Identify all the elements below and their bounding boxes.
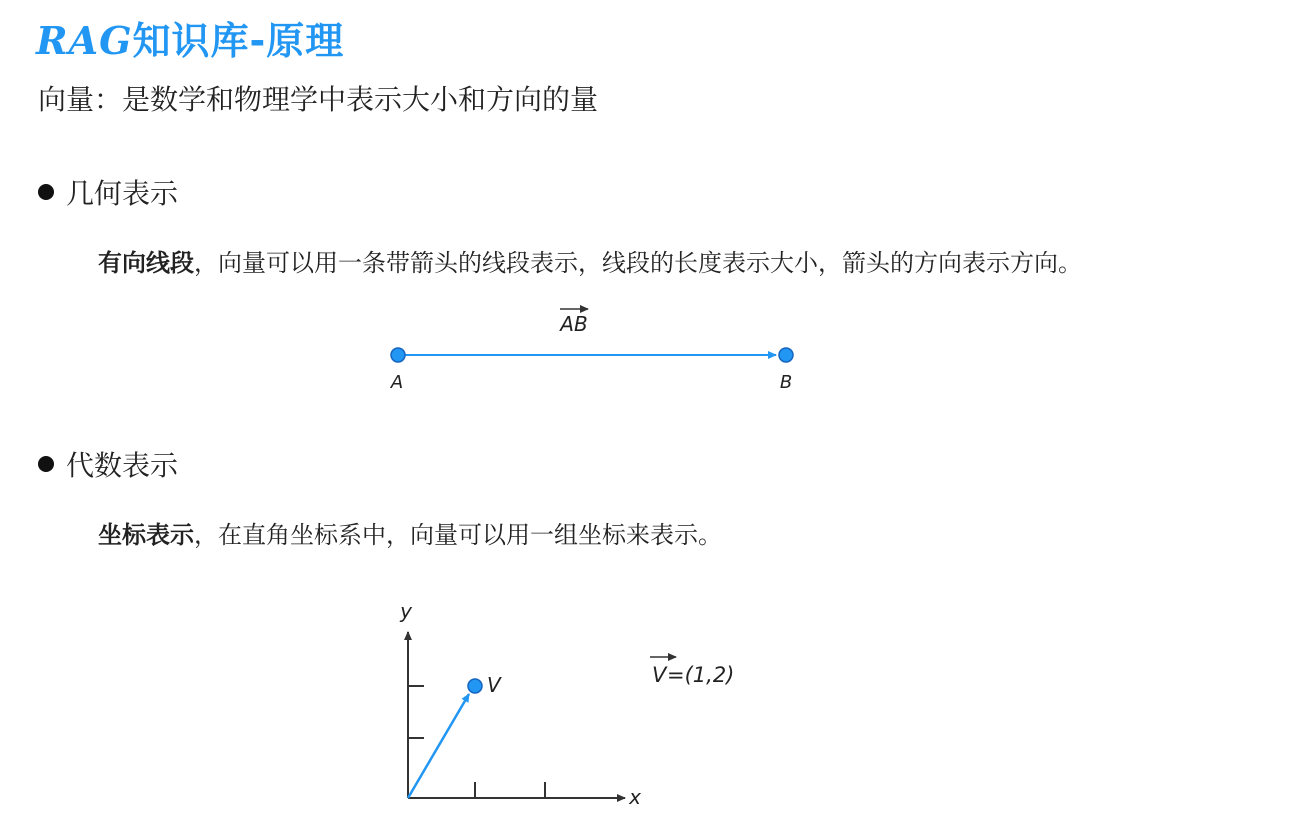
algebraic-text: ，在直角坐标系中，向量可以用一组坐标来表示。 <box>194 521 722 549</box>
vector-label-ab: AB <box>560 312 588 336</box>
vector-definition: 向量：是数学和物理学中表示大小和方向的量 <box>38 83 599 116</box>
formula-vector-name: V <box>652 663 667 687</box>
title-rest: 知识库-原理 <box>132 19 345 63</box>
term-coordinate: 坐标表示 <box>98 520 194 549</box>
point-v <box>468 679 482 693</box>
coordinate-diagram <box>399 599 734 809</box>
vector-formula: =(1,2) <box>667 663 735 687</box>
term-directed-segment: 有向线段 <box>98 248 194 277</box>
label-a: A <box>390 372 404 393</box>
point-a <box>391 348 405 362</box>
x-axis-label: x <box>629 785 641 809</box>
section-heading-text: 几何表示 <box>66 177 179 210</box>
title-prefix: RAG <box>36 18 133 63</box>
label-b: B <box>779 372 793 393</box>
section-heading-text: 代数表示 <box>66 449 179 482</box>
geometric-text: ，向量可以用一条带箭头的线段表示，线段的长度表示大小，箭头的方向表示方向。 <box>194 249 1082 277</box>
y-axis-label: y <box>400 599 412 623</box>
point-v-label: V <box>487 673 501 697</box>
vector-v-line <box>408 694 469 798</box>
point-b <box>779 348 793 362</box>
